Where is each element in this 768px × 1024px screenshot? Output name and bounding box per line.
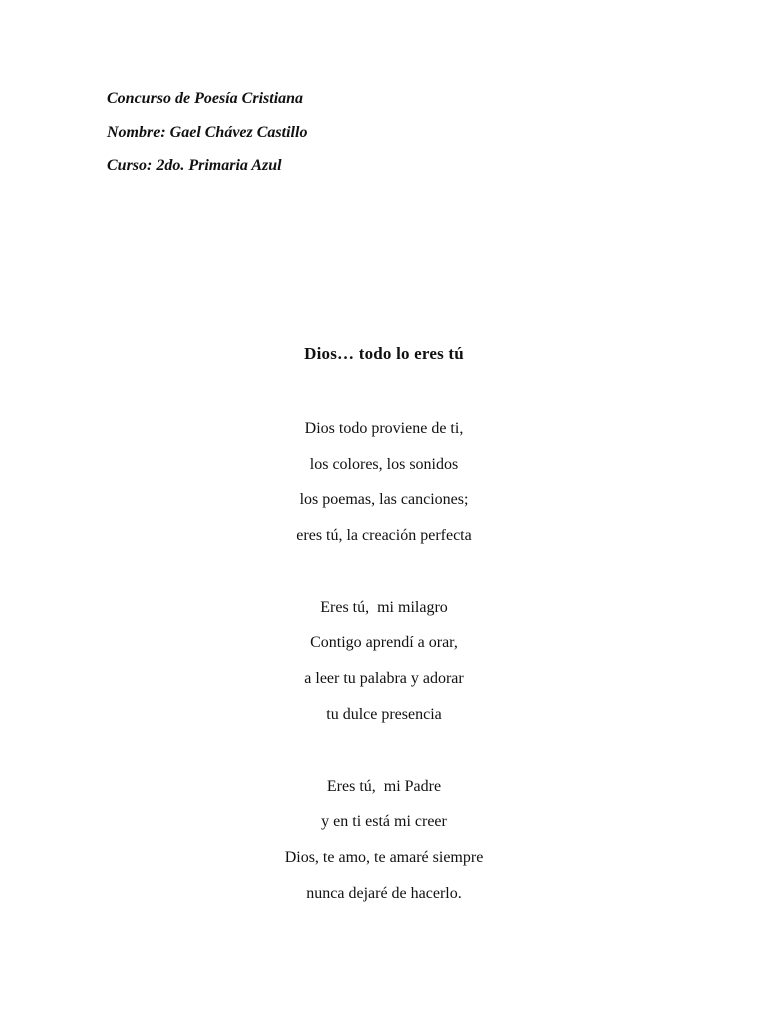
verse-line: y en ti está mi creer: [321, 813, 447, 831]
stanza-3: [0, 776, 768, 919]
verse-line: los poemas, las canciones;: [299, 491, 469, 509]
contest-title: Concurso de Poesía Cristiana: [107, 90, 304, 107]
stanza-1: [0, 418, 768, 561]
course-label: Curso: 2do. Primaria Azul: [107, 157, 282, 174]
verse-line: Contigo aprendí a orar,: [310, 634, 458, 652]
verse-line: a leer tu palabra y adorar: [304, 670, 464, 688]
verse-line: eres tú, la creación perfecta: [296, 527, 472, 545]
verse-line: nunca dejaré de hacerlo.: [306, 884, 462, 902]
verse-line: Dios, te amo, te amaré siempre: [284, 848, 484, 866]
stanza-2: [0, 597, 768, 740]
verse-line: Dios todo proviene de ti,: [304, 420, 464, 437]
poem-body: [0, 418, 768, 954]
poem-title: Dios… todo lo eres tú: [304, 344, 464, 363]
author-name: Nombre: Gael Chávez Castillo: [107, 123, 308, 141]
verse-line: tu dulce presencia: [326, 705, 442, 723]
verse-line: Eres tú, mi milagro: [320, 598, 448, 616]
document-header: [107, 88, 307, 189]
verse-line: Eres tú, mi Padre: [326, 777, 442, 795]
verse-line: los colores, los sonidos: [309, 455, 459, 473]
